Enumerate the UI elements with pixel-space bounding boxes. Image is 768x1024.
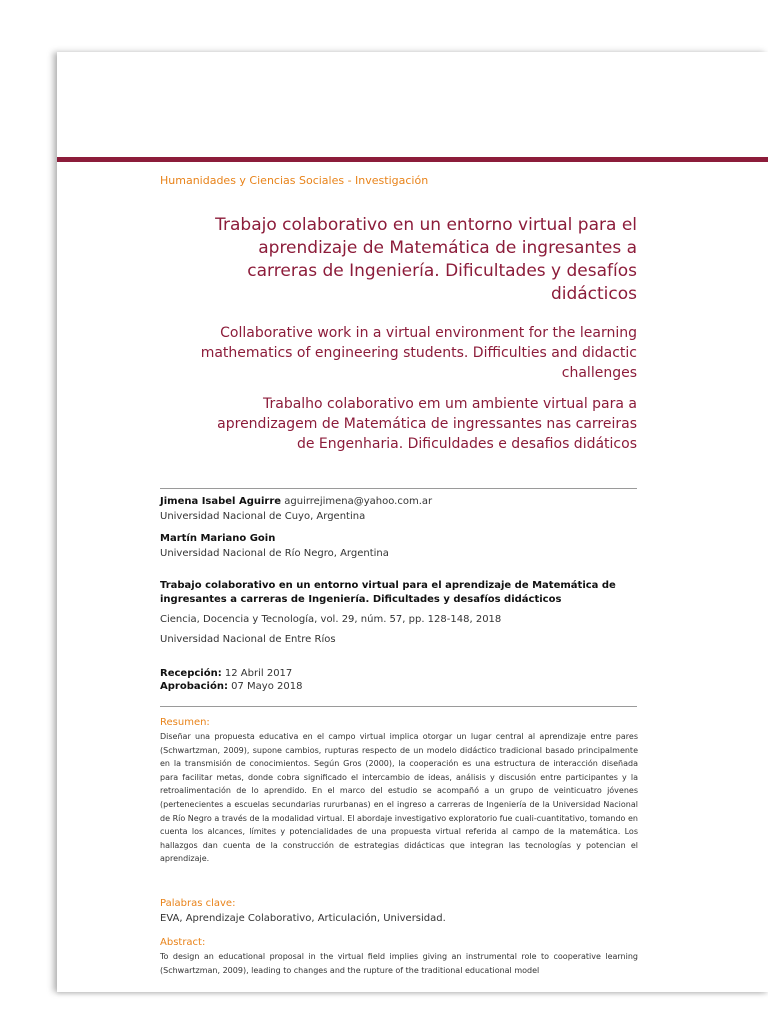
title-spanish: Trabajo colaborativo en un entorno virtual para el aprendizaje de Matemática de ingresantes a carreras de Ingeniería. Dificultades y desafíos didácticos [215, 215, 637, 304]
abstract-heading: Abstract: [160, 937, 206, 948]
title-block [197, 214, 637, 454]
author-affiliation: Universidad Nacional de Río Negro, Argentina [160, 548, 389, 559]
author-name: Martín Mariano Goin [160, 533, 276, 544]
document-page [57, 52, 768, 992]
title-english: Collaborative work in a virtual environment for the learning mathematics of engineering students. Difficulties and didactic challenges [200, 325, 637, 381]
resumen-section [160, 716, 640, 866]
divider [160, 488, 637, 489]
divider [160, 706, 637, 707]
keywords-section [160, 897, 640, 926]
author-2 [160, 531, 640, 561]
citation-block [160, 579, 642, 647]
header-bar [57, 157, 768, 162]
title-portuguese: Trabalho colaborativo em um ambiente virtual para a aprendizagem de Matemática de ingressantes nas carreiras de Engenharia. Dificuldades e desafios didáticos [217, 396, 637, 452]
section-label: Humanidades y Ciencias Sociales - Investigación [160, 174, 429, 187]
approved-label: Aprobación: [160, 681, 228, 692]
citation-title: Trabajo colaborativo en un entorno virtual para el aprendizaje de Matemática de ingresantes a carreras de Ingeniería. Dificultades y desafíos didácticos [160, 580, 616, 605]
author-1 [160, 494, 640, 524]
approved-date: 07 Mayo 2018 [231, 681, 303, 692]
author-affiliation: Universidad Nacional de Cuyo, Argentina [160, 511, 366, 522]
resumen-heading: Resumen: [160, 717, 210, 728]
abstract-section [160, 936, 640, 977]
keywords-text: EVA, Aprendizaje Colaborativo, Articulación, Universidad. [160, 913, 446, 924]
abstract-text: To design an educational proposal in the virtual field implies giving an instrumental role to cooperative learning (Schwartzman, 2009), leading to changes and the rupture of the traditional educational model [160, 952, 638, 975]
author-email[interactable]: aguirrejimena@yahoo.com.ar [284, 496, 433, 507]
received-label: Recepción: [160, 668, 222, 679]
citation-publisher: Universidad Nacional de Entre Ríos [160, 634, 336, 645]
author-name: Jimena Isabel Aguirre [160, 496, 282, 507]
keywords-heading: Palabras clave: [160, 898, 236, 909]
received-date: 12 Abril 2017 [224, 668, 293, 679]
citation-journal: Ciencia, Docencia y Tecnología, vol. 29, núm. 57, pp. 128-148, 2018 [160, 614, 502, 625]
resumen-text: Diseñar una propuesta educativa en el campo virtual implica otorgar un lugar central al aprendizaje entre pares (Schwartzman, 2009), supone cambios, rupturas respecto de un modelo didáctico tradicional basado principalmente en la transmisión de conocimientos. Según Gros (2000), la cooperación es una estructura de interacción diseñada para facilitar metas, donde cobra significado el intercambio de ideas, análisis y discusión entre participantes y la retroalimentación de lo aprendido. En el marco del estudio se acompañó a un grupo de veinticuatro jóvenes (pertenecientes a escuelas secundarias rururbanas) en el ingreso a carreras de Ingeniería de la Universidad Nacional de Río Negro a través de la modalidad virtual. El abordaje investigativo exploratorio fue cuali-cuantitativo, tomando en cuenta los alcances, límites y potencialidades de una propuesta virtual referida al campo de la matemática. Los hallazgos dan cuenta de la construcción de estrategias didácticas que integran las tecnologías y potencian el aprendizaje. [160, 732, 638, 864]
dates-block [160, 666, 640, 694]
